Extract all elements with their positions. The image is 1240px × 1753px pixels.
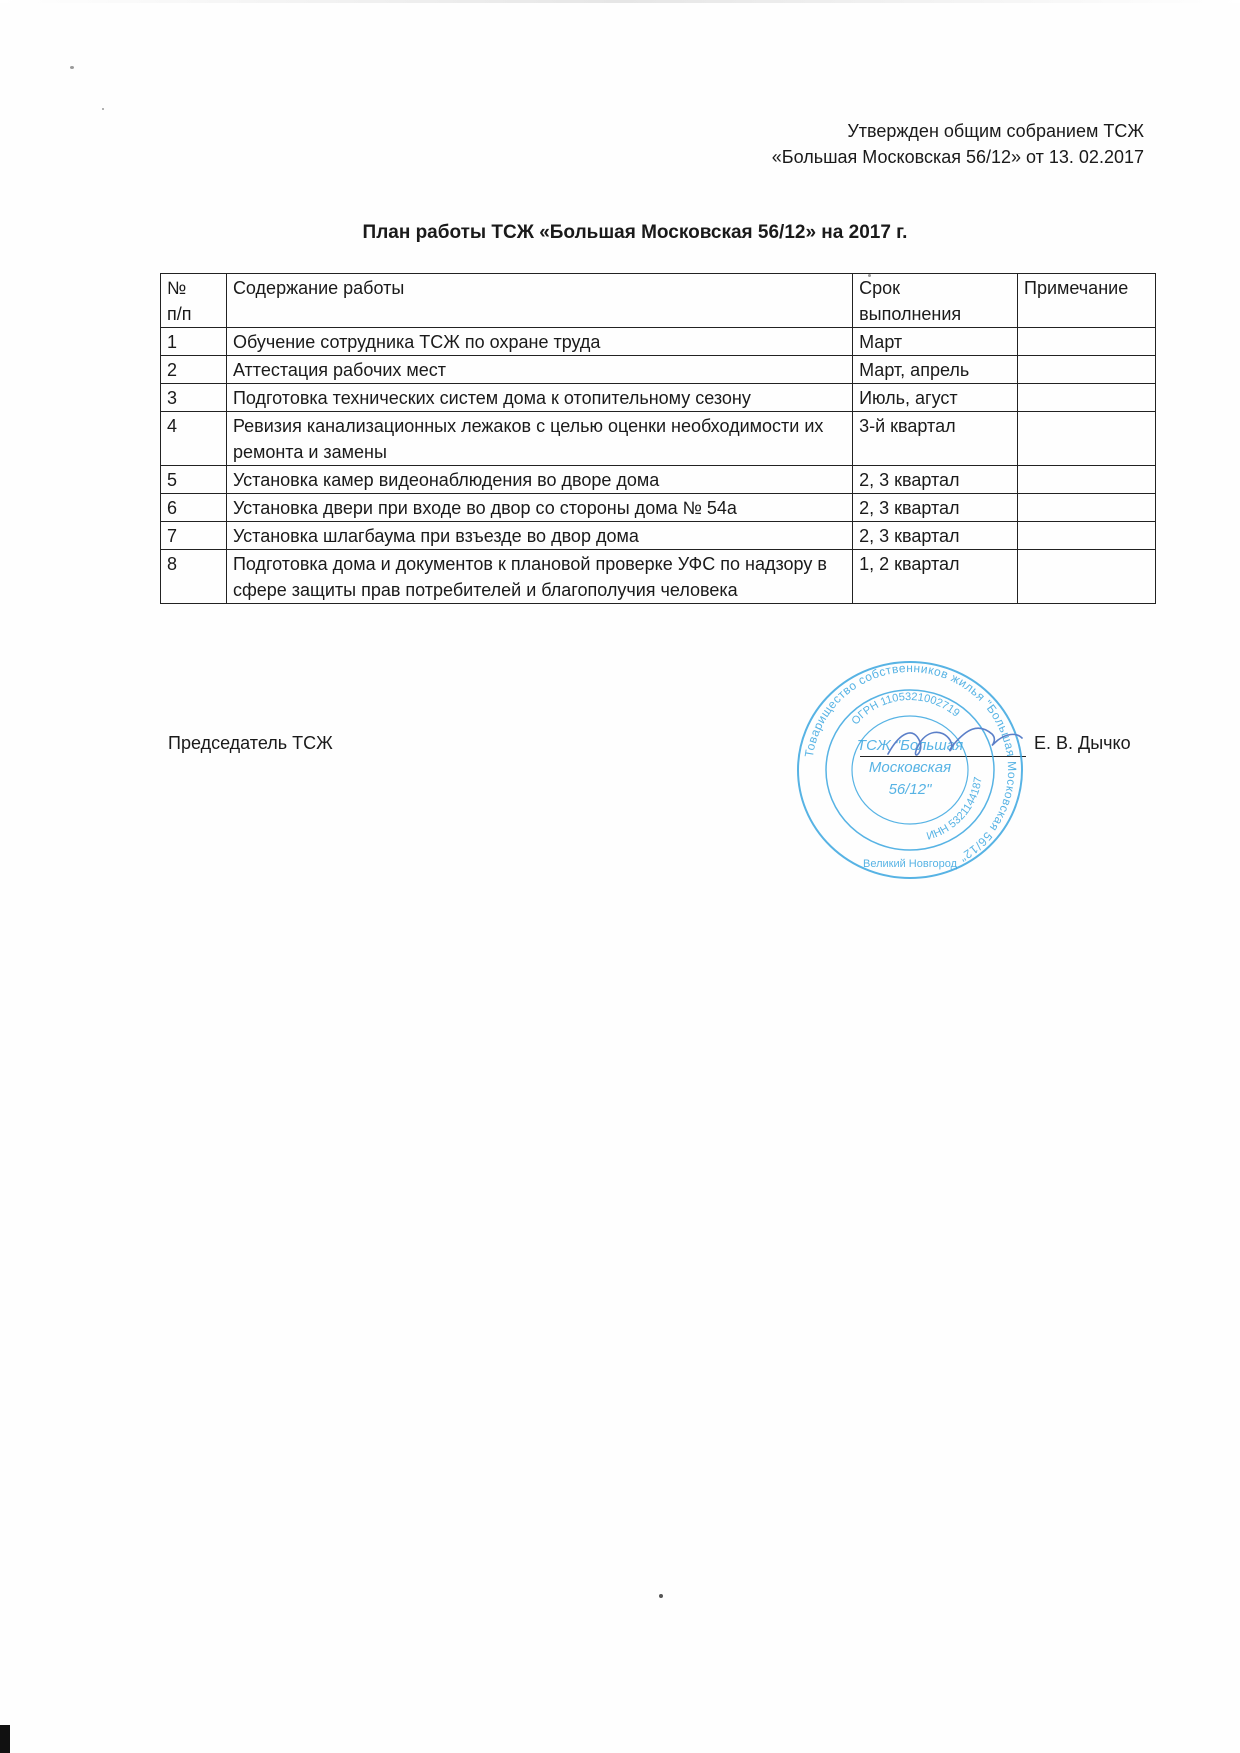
stamp-ring-textpath: Товарищество собственников жилья "Большая Московская 56/12" xyxy=(801,660,1020,865)
header-term xyxy=(853,274,1018,328)
scan-top-edge xyxy=(0,0,1240,3)
header-num xyxy=(161,274,227,328)
header-work: Содержание работы xyxy=(226,274,852,328)
stamp-center-line-3: 56/12" xyxy=(888,781,932,798)
table-row xyxy=(161,522,1156,550)
cell-term: 3-й квартал xyxy=(853,412,1018,466)
table-row xyxy=(161,494,1156,522)
cell-note xyxy=(1018,384,1156,412)
stamp-center-line-2: Московская xyxy=(868,759,952,776)
cell-term: 2, 3 квартал xyxy=(853,522,1018,550)
cell-term: Март, апрель xyxy=(853,356,1018,384)
cell-note xyxy=(1018,522,1156,550)
handwritten-signature xyxy=(880,712,1030,772)
cell-term: Март xyxy=(853,328,1018,356)
cell-num: 4 xyxy=(161,412,227,466)
table-row xyxy=(161,384,1156,412)
chairman-name: Е. В. Дычко xyxy=(1034,733,1131,753)
scan-speck xyxy=(102,108,104,110)
cell-num: 3 xyxy=(161,384,227,412)
table-row xyxy=(161,356,1156,384)
scan-left-edge xyxy=(0,1725,10,1753)
table-row xyxy=(161,412,1156,466)
cell-term: 2, 3 квартал xyxy=(853,466,1018,494)
cell-note xyxy=(1018,494,1156,522)
cell-num: 1 xyxy=(161,328,227,356)
cell-work: Подготовка технических систем дома к отопительному сезону xyxy=(226,384,852,412)
scan-speck xyxy=(70,66,74,69)
cell-work: Установка камер видеонаблюдения во дворе дома xyxy=(226,466,852,494)
table-row xyxy=(161,466,1156,494)
signature-stroke xyxy=(888,728,1022,755)
cell-num: 8 xyxy=(161,550,227,604)
cell-work: Обучение сотрудника ТСЖ по охране труда xyxy=(226,328,852,356)
cell-num: 5 xyxy=(161,466,227,494)
cell-num: 6 xyxy=(161,494,227,522)
scan-speck xyxy=(659,1594,663,1598)
stamp-ogrn-textpath: ОГРН 1105321002719 xyxy=(849,690,962,728)
header-term-line-2: выполнения xyxy=(859,304,962,324)
table-header-row xyxy=(161,274,1156,328)
approval-note xyxy=(772,118,1144,170)
cell-work: Установка шлагбаума при взъезде во двор дома xyxy=(226,522,852,550)
cell-note xyxy=(1018,550,1156,604)
table-row xyxy=(161,328,1156,356)
cell-num: 2 xyxy=(161,356,227,384)
cell-note xyxy=(1018,356,1156,384)
cell-term: 1, 2 квартал xyxy=(853,550,1018,604)
header-num-line-2: п/п xyxy=(167,304,192,324)
cell-note xyxy=(1018,412,1156,466)
document-title: План работы ТСЖ «Большая Московская 56/12» на 2017 г. xyxy=(362,222,908,243)
cell-note xyxy=(1018,328,1156,356)
cell-note xyxy=(1018,466,1156,494)
chairman-label: Председатель ТСЖ xyxy=(168,733,333,753)
cell-term: Июль, агуст xyxy=(853,384,1018,412)
stamp-inn-textpath: ИНН 5321144187 xyxy=(925,776,985,843)
header-num-line-1: № xyxy=(167,278,187,298)
cell-work: Подготовка дома и документов к плановой проверке УФС по надзору в сфере защиты прав потребителей и благополучия человека xyxy=(226,550,852,604)
work-plan-table xyxy=(160,273,1156,604)
cell-term: 2, 3 квартал xyxy=(853,494,1018,522)
cell-work: Ревизия канализационных лежаков с целью оценки необходимости их ремонта и замены xyxy=(226,412,852,466)
approval-line-1: Утвержден общим собранием ТСЖ xyxy=(847,121,1144,141)
header-term-line-1: Срок xyxy=(859,278,901,298)
table-body xyxy=(161,328,1156,604)
header-note: Примечание xyxy=(1018,274,1156,328)
cell-work: Установка двери при входе во двор со стороны дома № 54а xyxy=(226,494,852,522)
cell-work: Аттестация рабочих мест xyxy=(226,356,852,384)
stamp-inn-text xyxy=(925,776,984,843)
stamp-center-line-1: ТСЖ "Большая xyxy=(856,737,964,754)
table-row xyxy=(161,550,1156,604)
cell-num: 7 xyxy=(161,522,227,550)
approval-line-2: «Большая Московская 56/12» от 13. 02.2017 xyxy=(771,147,1144,167)
stamp-city-text: Великий Новгород xyxy=(862,858,958,870)
